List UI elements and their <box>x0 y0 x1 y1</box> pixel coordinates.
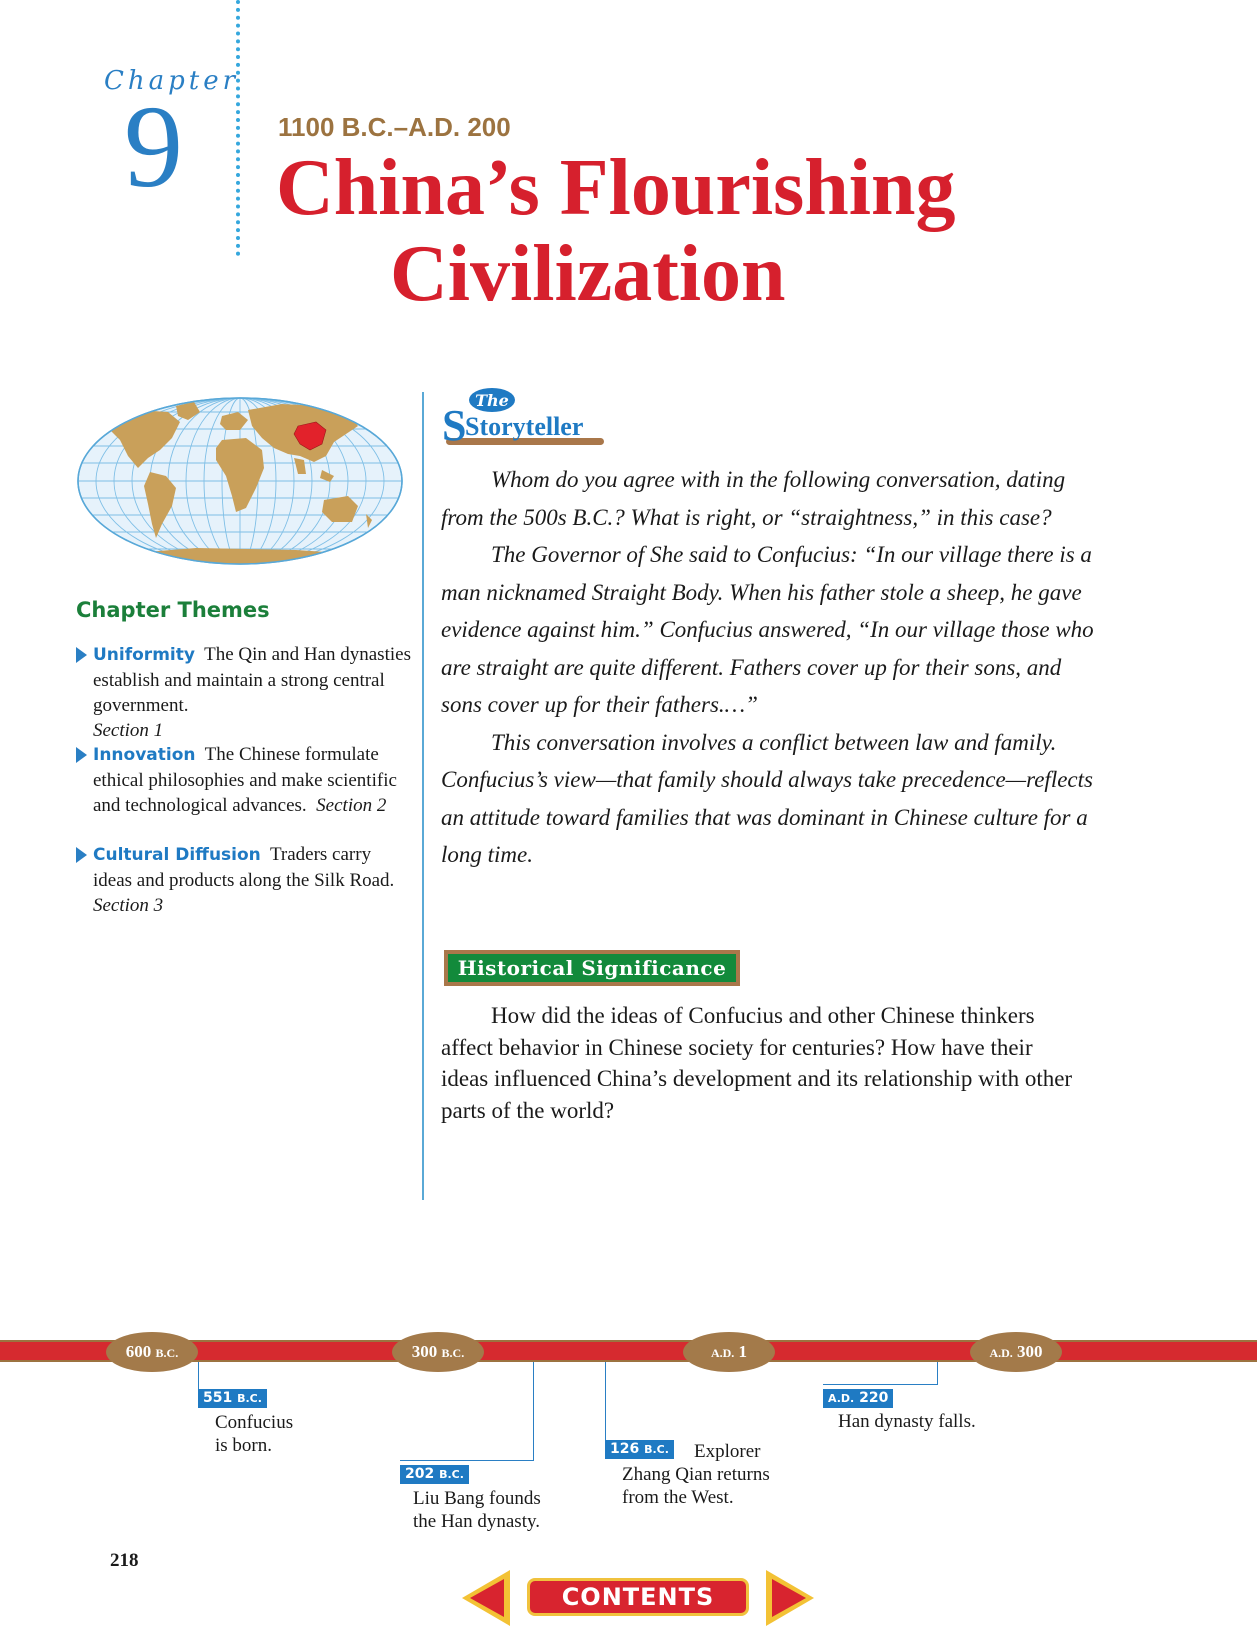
theme-item-cultural-diffusion <box>76 842 414 918</box>
timeline-connector <box>823 1384 938 1385</box>
event-text-han-falls: Han dynasty falls. <box>838 1411 976 1432</box>
theme-item-innovation <box>76 742 414 818</box>
event-date-551bc: 551 B.C. <box>198 1389 267 1408</box>
storyteller-text <box>441 461 1101 874</box>
timeline-connector <box>400 1460 534 1461</box>
chapter-label: Chapter <box>104 66 240 96</box>
contents-button[interactable]: CONTENTS <box>527 1578 749 1616</box>
story-paragraph: This conversation involves a conflict between law and family. Confucius’s view—that family should always take precedence—reflects an attitude toward families that was dominant in Chinese culture for a long time. <box>441 729 1093 867</box>
event-text-explorer: Explorer <box>694 1441 761 1462</box>
theme-text: The Chinese formulate ethical philosophies and make scientific and technological advances. <box>93 744 397 816</box>
event-text-liu-bang: Liu Bang founds the Han dynasty. <box>413 1488 541 1532</box>
timeline-marker-600bc: 600 B.C. <box>106 1332 198 1372</box>
triangle-bullet-icon <box>76 647 87 663</box>
timeline-connector <box>605 1362 606 1442</box>
event-text-zhang-qian: Zhang Qian returns from the West. <box>622 1464 770 1508</box>
theme-item-uniformity <box>76 642 414 743</box>
next-page-button[interactable] <box>764 1568 816 1628</box>
triangle-bullet-icon <box>76 747 87 763</box>
theme-text: Traders carry ideas and products along the Silk Road. <box>93 844 395 891</box>
column-divider <box>422 392 424 1200</box>
timeline-connector <box>198 1362 199 1390</box>
hs-paragraph: How did the ideas of Confucius and other Chinese thinkers affect behavior in Chinese society for centuries? How have their ideas influenced China’s development and its relationship with other parts of the world? <box>441 1003 1073 1123</box>
theme-name: Cultural Diffusion <box>93 845 261 865</box>
historical-significance-label: Historical Significance <box>457 956 727 980</box>
timeline-marker-ad1: A.D. 1 <box>683 1332 775 1372</box>
chapter-themes-heading: Chapter Themes <box>76 598 270 622</box>
event-date-ad220: A.D. 220 <box>823 1389 893 1408</box>
previous-page-button[interactable] <box>460 1568 512 1628</box>
storyteller-logo <box>440 386 610 450</box>
world-map-image <box>76 396 404 566</box>
event-date-202bc: 202 B.C. <box>400 1465 469 1484</box>
chapter-number: 9 <box>124 81 183 212</box>
storyteller-the: The <box>475 391 509 410</box>
theme-text: The Qin and Han dynasties establish and maintain a strong central government. <box>93 644 411 716</box>
theme-name: Uniformity <box>93 645 195 665</box>
theme-section: Section 1 <box>93 720 164 741</box>
timeline-marker-300bc: 300 B.C. <box>392 1332 484 1372</box>
chapter-title-line2: Civilization <box>390 230 786 318</box>
event-text-confucius: Confucius is born. <box>215 1412 294 1456</box>
event-date-126bc: 126 B.C. <box>605 1440 674 1459</box>
dotted-divider <box>236 0 240 256</box>
timeline-marker-ad300: A.D. 300 <box>970 1332 1062 1372</box>
chapter-dates: 1100 B.C.–A.D. 200 <box>278 112 511 142</box>
theme-name: Innovation <box>93 745 196 765</box>
story-paragraph: The Governor of She said to Confucius: “In our village there is a man nicknamed Straight Body. When his father stole a sheep, he gave evidence against him.” Confucius answered, “In our village those who are straight are quite different. Fathers cover up for their sons, and sons cover up for their fathers.…” <box>441 542 1094 717</box>
historical-significance-text <box>441 1000 1081 1126</box>
theme-section: Section 3 <box>93 895 164 916</box>
storyteller-name: Storyteller <box>465 412 584 441</box>
triangle-bullet-icon <box>76 847 87 863</box>
historical-significance-box <box>444 950 740 986</box>
story-paragraph: Whom do you agree with in the following conversation, dating from the 500s B.C.? What is right, or “straightness,” in this case? <box>441 467 1066 530</box>
theme-section: Section 2 <box>316 795 387 816</box>
page-number: 218 <box>110 1550 139 1571</box>
storyteller-initial: S <box>442 401 467 450</box>
timeline-connector <box>937 1362 938 1384</box>
timeline-connector <box>533 1362 534 1460</box>
chapter-title-line1: China’s Flourishing <box>276 144 956 232</box>
